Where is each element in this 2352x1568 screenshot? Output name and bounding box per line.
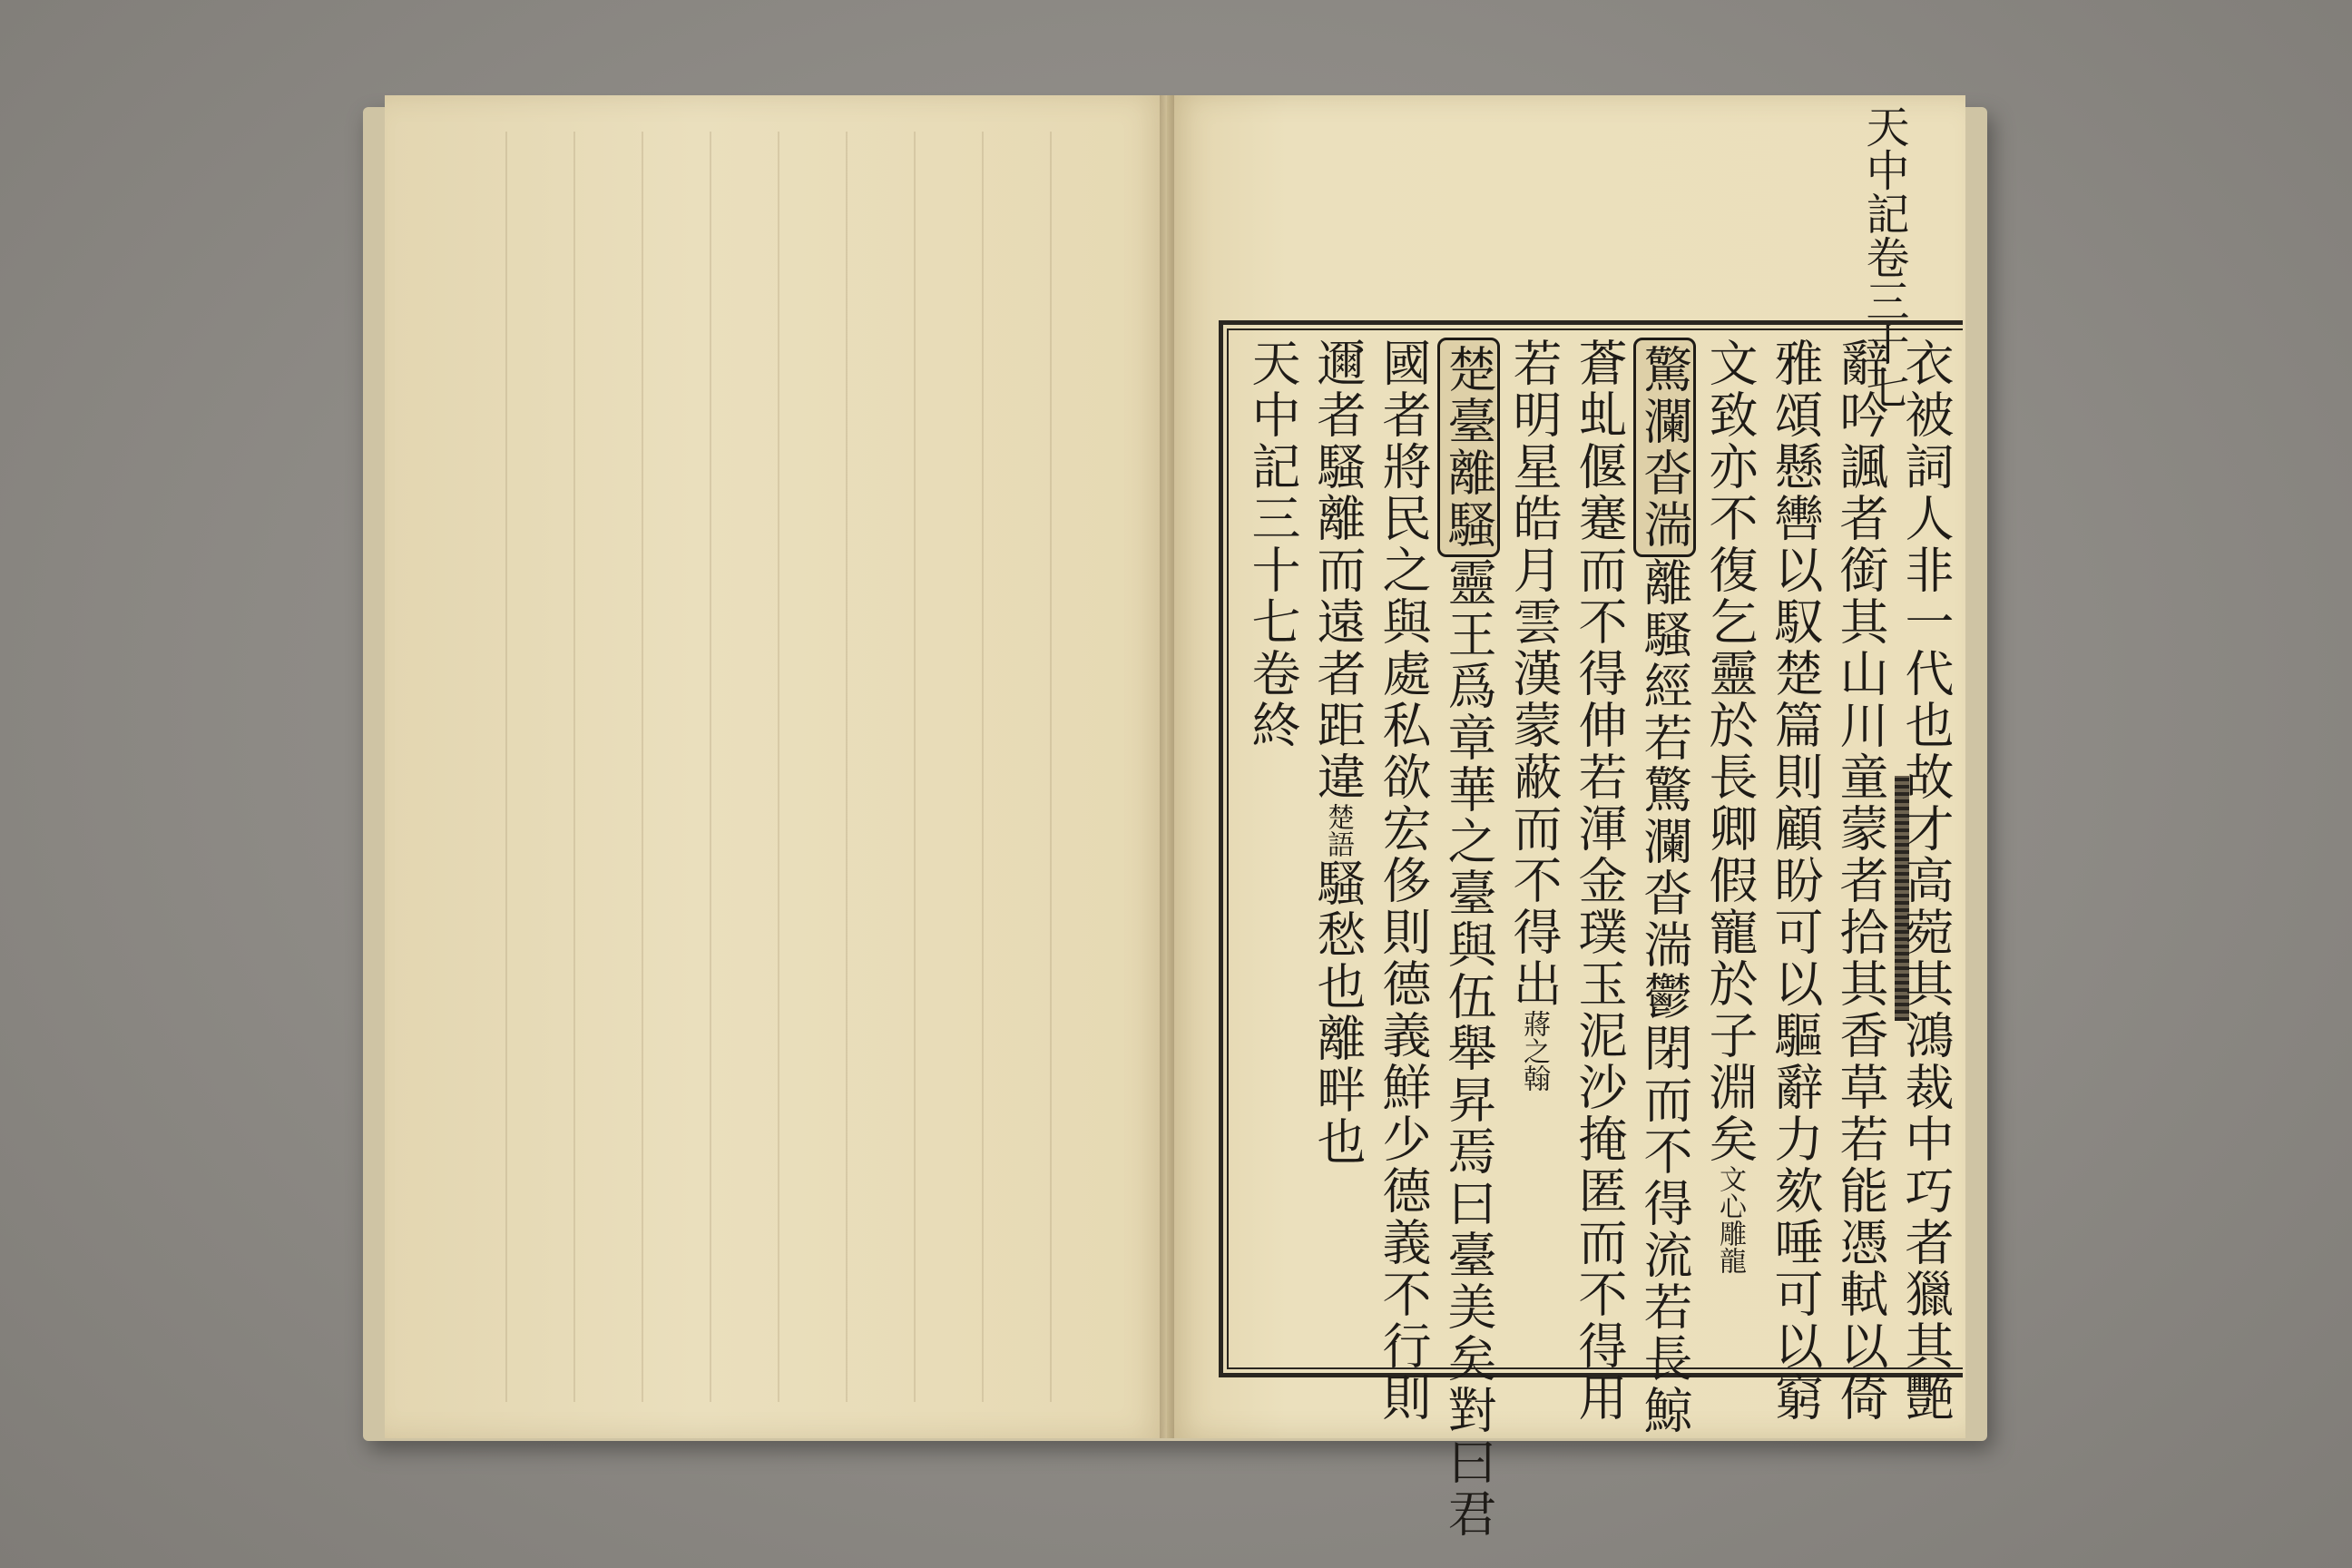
text-column-7 — [1505, 338, 1562, 1092]
text-column-5 — [1636, 338, 1692, 1436]
book-gutter — [1160, 95, 1174, 1438]
text-column-6 — [1571, 338, 1627, 1424]
volume-end-line: 天中記三十七卷終 — [1244, 338, 1301, 751]
column-text: 離騷經若驚瀾沓湍鬱閉而不得流若長鯨 — [1636, 557, 1693, 1436]
column-text: 靈王爲章華之臺與伍舉昇焉曰臺美矣對曰君 — [1440, 557, 1497, 1540]
column-text: 文致亦不復乞靈於長卿假寵於子淵矣 — [1701, 338, 1759, 1165]
column-text: 蒼虬偃蹇而不得伸若渾金璞玉泥沙掩匿而不得用 — [1571, 338, 1628, 1424]
source-note: 蔣之翰 — [1518, 1010, 1550, 1092]
column-text: 國者將民之與處私欲宏侈則德義鮮少德義不行則 — [1375, 338, 1432, 1424]
printed-text-frame — [1219, 320, 1963, 1540]
text-column-8 — [1440, 338, 1496, 1540]
column-text: 騷愁也離畔也 — [1309, 858, 1367, 1168]
column-text: 邇者騷離而遠者距違 — [1309, 338, 1367, 803]
entry-label: 驚瀾沓湍 — [1633, 338, 1696, 557]
volume-label: 卷三十七 — [1858, 235, 1909, 409]
paper-texture — [439, 132, 1111, 1402]
book-title: 天中記 — [1858, 104, 1909, 235]
column-text: 若明星皓月雲漢蒙蔽而不得出 — [1505, 338, 1563, 1010]
column-text: 雅頌懸轡以馭楚篇則顧盼可以驅辭力欬唾可以窮 — [1767, 338, 1824, 1424]
source-note: 楚語 — [1322, 803, 1354, 858]
text-column-3 — [1767, 338, 1823, 1424]
text-column-2 — [1832, 338, 1888, 1424]
text-column-11 — [1244, 338, 1300, 751]
text-column-9 — [1375, 338, 1431, 1424]
left-page-blank — [385, 95, 1167, 1438]
column-text: 辭吟諷者銜其山川童蒙者拾其香草若能憑軾以倚 — [1832, 338, 1889, 1424]
text-column-1 — [1897, 338, 1954, 1424]
entry-label: 楚臺離騷 — [1437, 338, 1500, 557]
column-text: 衣被詞人非一代也故才高菀其鴻裁中巧者獵其艷 — [1897, 338, 1955, 1424]
source-note: 文心雕龍 — [1714, 1165, 1746, 1274]
text-column-4 — [1701, 338, 1758, 1274]
text-column-10 — [1309, 338, 1366, 1168]
